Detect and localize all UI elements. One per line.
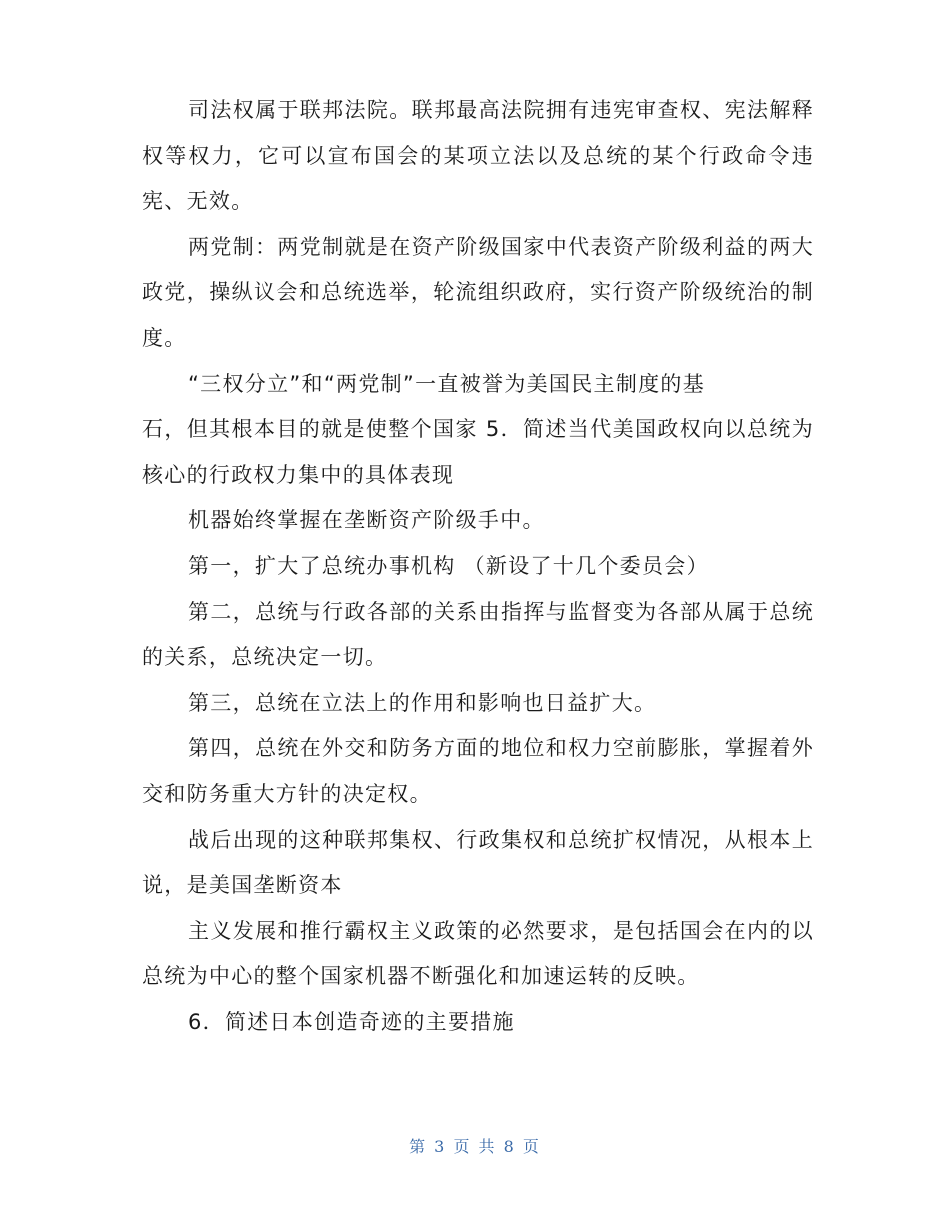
page-number-footer: 第 3 页 共 8 页 [409,1137,541,1156]
paragraph-point-fourth: 第四，总统在外交和防务方面的地位和权力空前膨胀，掌握着外交和防务重大方针的决定权。 [142,736,814,806]
paragraph-separation-of-powers: “三权分立”和“两党制”一直被誉为美国民主制度的基 [188,371,706,396]
document-body [142,88,814,1045]
paragraph-state-machinery: 机器始终掌握在垄断资产阶级手中。 [188,508,545,533]
paragraph-two-party-system: 两党制：两党制就是在资产阶级国家中代表资产阶级利益的两大政党，操纵议会和总统选举，轮流组织政府，实行资产阶级统治的制度。 [142,234,814,350]
paragraph-question-5: 石，但其根本目的就是使整个国家 5．简述当代美国政权向以总统为核心的行政权力集中的具体表现 [142,417,814,487]
paragraph-point-second: 第二，总统与行政各部的关系由指挥与监督变为各部从属于总统的关系，总统决定一切。 [142,599,814,670]
paragraph-point-first: 第一，扩大了总统办事机构 （新设了十几个委员会） [188,553,709,578]
paragraph-point-third: 第三，总统在立法上的作用和影响也日益扩大。 [188,690,657,715]
paragraph-question-6: 6．简述日本创造奇迹的主要措施 [188,1009,515,1034]
paragraph-hegemony-requirement: 主义发展和推行霸权主义政策的必然要求，是包括国会在内的以总统为中心的整个国家机器不断强化和加速运转的反映。 [142,918,814,989]
paragraph-judicial-power: 司法权属于联邦法院。联邦最高法院拥有违宪审查权、宪法解释权等权力，它可以宣布国会的某项立法以及总统的某个行政命令违宪、无效。 [142,98,814,214]
paragraph-postwar-centralization: 战后出现的这种联邦集权、行政集权和总统扩权情况，从根本上说，是美国垄断资本 [142,827,814,898]
